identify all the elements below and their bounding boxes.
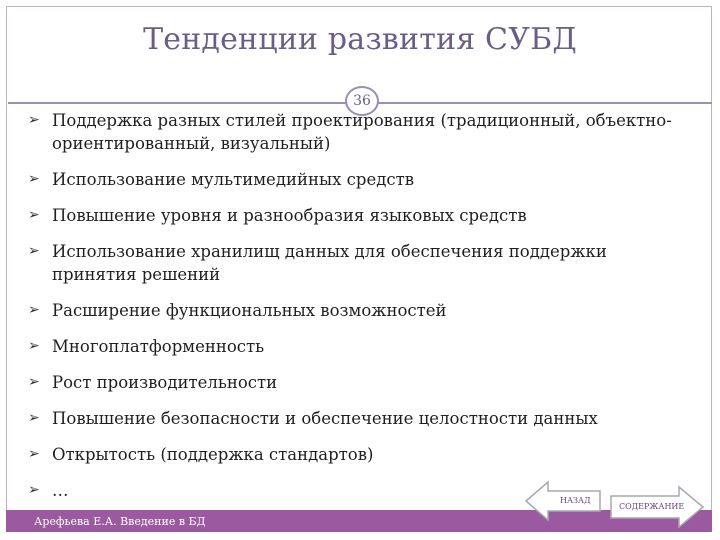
list-item xyxy=(28,168,688,191)
bullet-text: Использование хранилищ данных для обеспечения поддержки принятия решений xyxy=(52,242,607,284)
list-item xyxy=(28,407,688,430)
page-number-badge: 36 xyxy=(345,86,379,116)
contents-button-label: СОДЕРЖАНИЕ xyxy=(619,502,685,511)
arrowhead-bullet-icon: ➢ xyxy=(28,112,40,128)
arrowhead-bullet-icon: ➢ xyxy=(28,482,40,498)
bullet-text: Поддержка разных стилей проектирования (традиционный, объектно-ориентированный, визуальный) xyxy=(52,111,672,153)
bullet-text: Использование мультимедийных средств xyxy=(52,170,415,189)
slide-title: Тенденции развития СУБД xyxy=(143,22,577,57)
footer-author: Арефьева Е.А. Введение в БД xyxy=(34,515,206,528)
arrowhead-bullet-icon: ➢ xyxy=(28,302,40,318)
list-item xyxy=(28,299,688,322)
back-button[interactable] xyxy=(524,480,602,522)
arrowhead-bullet-icon: ➢ xyxy=(28,374,40,390)
contents-button[interactable] xyxy=(609,485,705,529)
bullet-text: … xyxy=(52,481,69,500)
arrowhead-bullet-icon: ➢ xyxy=(28,446,40,462)
bullet-text: Многоплатформенность xyxy=(52,337,265,356)
list-item xyxy=(28,204,688,227)
arrowhead-bullet-icon: ➢ xyxy=(28,338,40,354)
list-item xyxy=(28,443,688,466)
arrowhead-bullet-icon: ➢ xyxy=(28,410,40,426)
arrowhead-bullet-icon: ➢ xyxy=(28,243,40,259)
bullet-text: Открытость (поддержка стандартов) xyxy=(52,445,374,464)
bullet-text: Рост производительности xyxy=(52,373,278,392)
arrowhead-bullet-icon: ➢ xyxy=(28,207,40,223)
bullet-text: Повышение уровня и разнообразия языковых средств xyxy=(52,206,527,225)
arrowhead-bullet-icon: ➢ xyxy=(28,171,40,187)
list-item xyxy=(28,371,688,394)
list-item xyxy=(28,240,688,286)
bullet-list xyxy=(28,109,688,515)
bullet-text: Повышение безопасности и обеспечение целостности данных xyxy=(52,409,598,428)
list-item xyxy=(28,335,688,358)
bullet-text: Расширение функциональных возможностей xyxy=(52,301,447,320)
back-button-label: НАЗАД xyxy=(560,496,591,505)
list-item xyxy=(28,109,688,155)
